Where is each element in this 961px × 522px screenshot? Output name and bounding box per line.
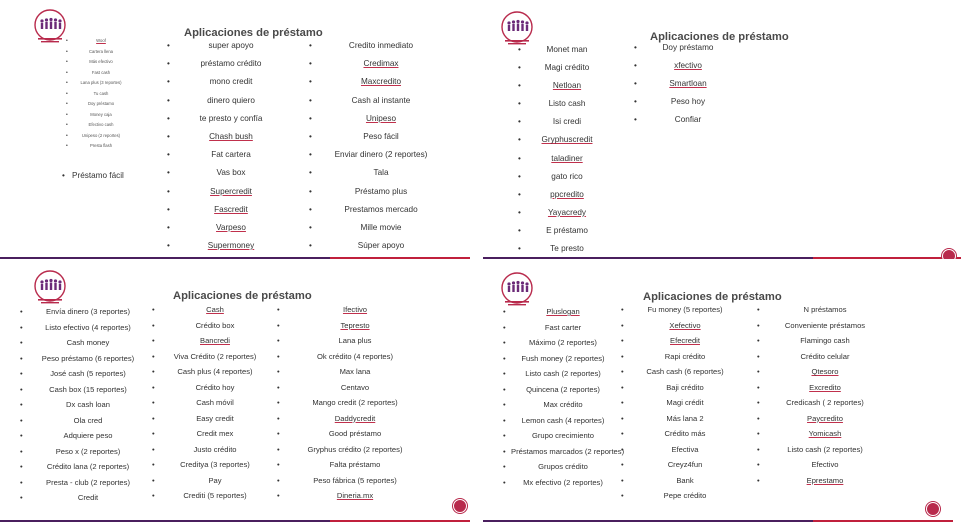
list-column-1 (28, 305, 148, 507)
logo-icon (28, 269, 72, 307)
list-item: • Supercredit (176, 185, 286, 203)
list-item: • Más lana 2 (629, 412, 741, 428)
list-item: • Presta - club (2 reportes) (28, 476, 148, 492)
slide-1 (0, 0, 478, 259)
list-item: • Cash al instante (318, 94, 444, 112)
list-item: • Tu cash (72, 89, 130, 100)
list-item: • dinero quiero (176, 94, 286, 112)
list-column-2 (643, 41, 733, 131)
list-item: • Efectiva (629, 443, 741, 459)
list-column-3 (318, 39, 444, 257)
slide-3 (0, 263, 478, 522)
list-item: • Crédito más (629, 427, 741, 443)
list-item: • taladiner (527, 152, 607, 170)
list-item: • Máximo (2 reportes) (511, 336, 615, 352)
list-item: • Fast carter (511, 321, 615, 337)
list-item: • Xefectivo (629, 319, 741, 335)
list-item: • xfectivo (643, 59, 733, 77)
list-item: • Crédito celular (765, 350, 885, 366)
page-dot (453, 499, 467, 513)
list-item: • Dx cash loan (28, 398, 148, 414)
list-item: • Money caja (72, 110, 130, 121)
list-item: • Cash móvil (160, 396, 270, 412)
list-item: • Chash bush (176, 130, 286, 148)
list-item: • Quincena (2 reportes) (511, 383, 615, 399)
list-item: • Fast cash (72, 68, 130, 79)
list-item: • Woof (72, 36, 130, 47)
slide-title: Aplicaciones de préstamo (643, 291, 782, 303)
list-item: • Creditya (3 reportes) (160, 458, 270, 474)
list-item: • Netloan (527, 79, 607, 97)
list-item: • Paycredito (765, 412, 885, 428)
list-item: • Viva Crédito (2 reportes) (160, 350, 270, 366)
list-item: • Grupos crédito (511, 460, 615, 476)
list-item: • Tepresto (285, 319, 425, 335)
list-item: • Ifectivo (285, 303, 425, 319)
list-item: • Credit mex (160, 427, 270, 443)
list-item: • Listo cash (2 reportes) (765, 443, 885, 459)
list-item: • Smartloan (643, 77, 733, 95)
list-item: • Prestamos mercado (318, 203, 444, 221)
list-item: • Eprestamo (765, 474, 885, 490)
list-item: • Doy préstamo (643, 41, 733, 59)
list-item: • E préstamo (527, 224, 607, 242)
list-item: • Magi crédit (629, 396, 741, 412)
slide-title: Aplicaciones de préstamo (173, 290, 312, 302)
list-item: • Excredito (765, 381, 885, 397)
list-item: • Pluslogan (511, 305, 615, 321)
list-item: • Pay (160, 474, 270, 490)
list-column-3 (765, 303, 885, 489)
bottom-bar-accent (330, 257, 470, 259)
list-item: • Gryphus crédito (2 reportes) (285, 443, 425, 459)
list-item: • Crédito lana (2 reportes) (28, 460, 148, 476)
list-item: • Flamingo cash (765, 334, 885, 350)
list-item: • Peso préstamo (6 reportes) (28, 352, 148, 368)
list-item: • Yomicash (765, 427, 885, 443)
list-item: • Efecredit (629, 334, 741, 350)
page-dot (942, 249, 956, 259)
list-item: • gato rico (527, 170, 607, 188)
bottom-bar-accent (813, 257, 961, 259)
list-item: • Efectivo cash (72, 120, 130, 131)
list-item: • Justo crédito (160, 443, 270, 459)
list-item: • Yayacredy (527, 206, 607, 224)
list-column-1 (527, 43, 607, 259)
list-item: • Dineria.mx (285, 489, 425, 505)
list-item: • super apoyo (176, 39, 286, 57)
list-item: • Listo cash (2 reportes) (511, 367, 615, 383)
list-item: • Falta préstamo (285, 458, 425, 474)
list-item: • Varpeso (176, 221, 286, 239)
list-item: • Lemon cash (4 reportes) (511, 414, 615, 430)
list-item: • Gryphuscredit (527, 133, 607, 151)
list-item: • Cash money (28, 336, 148, 352)
list-item: • Listo cash (527, 97, 607, 115)
list-item: • Centavo (285, 381, 425, 397)
list-item: • Maxcredito (318, 75, 444, 93)
list-item: • Fat cartera (176, 148, 286, 166)
small-list (72, 36, 130, 152)
list-item: • mono credit (176, 75, 286, 93)
list-item: • Unipeso (318, 112, 444, 130)
list-item: • Enviar dinero (2 reportes) (318, 148, 444, 166)
list-item: • Crédito hoy (160, 381, 270, 397)
list-item: • N préstamos (765, 303, 885, 319)
list-item: • Bank (629, 474, 741, 490)
list-column-1 (511, 305, 625, 491)
list-item: • Envía dinero (3 reportes) (28, 305, 148, 321)
list-item: • Fush money (2 reportes) (511, 352, 615, 368)
list-item: • préstamo crédito (176, 57, 286, 75)
list-column-2 (629, 303, 741, 505)
list-item: • Peso fábrica (5 reportes) (285, 474, 425, 490)
list-item: • Cash plus (4 reportes) (160, 365, 270, 381)
list-item: • Efectivo (765, 458, 885, 474)
list-item: • Ola cred (28, 414, 148, 430)
logo-icon (495, 271, 539, 309)
list-item: • Préstamo plus (318, 185, 444, 203)
list-item: • José cash (5 reportes) (28, 367, 148, 383)
list-item: • Te presto (527, 242, 607, 259)
list-item: • Más efectivo (72, 57, 130, 68)
list-item: • Bancredi (160, 334, 270, 350)
list-item: • Crediti (5 reportes) (160, 489, 270, 505)
list-column-3 (285, 303, 425, 505)
page-dot (926, 502, 940, 516)
list-item: • Baji crédito (629, 381, 741, 397)
list-item: • Presta flash (72, 141, 130, 152)
list-item: • Rapi crédito (629, 350, 741, 366)
list-item: • Creyz4fun (629, 458, 741, 474)
list-item: • Súper apoyo (318, 239, 444, 257)
list-item: • Daddycredit (285, 412, 425, 428)
list-item: • Lana plus (285, 334, 425, 350)
slide-4 (483, 263, 961, 522)
list-item: • Credito inmediato (318, 39, 444, 57)
list-item: • Credit (28, 491, 148, 507)
list-item: • te presto y confía (176, 112, 286, 130)
list-item: • Easy credit (160, 412, 270, 428)
list-item: • Max crédito (511, 398, 615, 414)
list-item: • Adquiere peso (28, 429, 148, 445)
list-item: • Magi crédito (527, 61, 607, 79)
list-item: • Isi credi (527, 115, 607, 133)
list-item: • Pepe crédito (629, 489, 741, 505)
list-item: • Lana plus (3 reportes) (72, 78, 130, 89)
list-item: • Mx efectivo (2 reportes) (511, 476, 615, 492)
slide-title: Aplicaciones de préstamo (650, 31, 789, 43)
big-list-item: • Préstamo fácil (72, 171, 124, 180)
list-item: • Qtesoro (765, 365, 885, 381)
list-item: • Supermoney (176, 239, 286, 257)
list-item: • Unipeso (2 reportes) (72, 131, 130, 142)
list-item: • Cartera llena (72, 47, 130, 58)
list-item: • Good préstamo (285, 427, 425, 443)
list-item: • Fu money (5 reportes) (629, 303, 741, 319)
list-item: • Crédito box (160, 319, 270, 335)
list-column-2 (160, 303, 270, 505)
list-item: • Préstamos marcados (2 reportes) (511, 445, 615, 461)
list-item: • Cash cash (6 reportes) (629, 365, 741, 381)
slide-title: Aplicaciones de préstamo (184, 27, 323, 39)
list-item: • Grupo crecimiento (511, 429, 615, 445)
list-item: • Confiar (643, 113, 733, 131)
list-item: • Monet man (527, 43, 607, 61)
slide-2 (483, 0, 961, 259)
list-item: • Cash (160, 303, 270, 319)
list-item: • Ok crédito (4 reportes) (285, 350, 425, 366)
list-column-2 (176, 39, 286, 257)
list-item: • ppcredito (527, 188, 607, 206)
list-item: • Max lana (285, 365, 425, 381)
list-item: • Mille movie (318, 221, 444, 239)
list-item: • Listo efectivo (4 reportes) (28, 321, 148, 337)
list-item: • Tala (318, 166, 444, 184)
list-item: • Peso x (2 reportes) (28, 445, 148, 461)
list-item: • Credicash ( 2 reportes) (765, 396, 885, 412)
list-item: • Doy préstamo (72, 99, 130, 110)
list-item: • Mango credit (2 reportes) (285, 396, 425, 412)
list-item: • Credimax (318, 57, 444, 75)
list-item: • Cash box (15 reportes) (28, 383, 148, 399)
list-item: • Vas box (176, 166, 286, 184)
list-item: • Conveniente préstamos (765, 319, 885, 335)
list-item: • Peso fácil (318, 130, 444, 148)
list-item: • Peso hoy (643, 95, 733, 113)
bottom-bar (483, 257, 813, 259)
list-item: • Fascredit (176, 203, 286, 221)
